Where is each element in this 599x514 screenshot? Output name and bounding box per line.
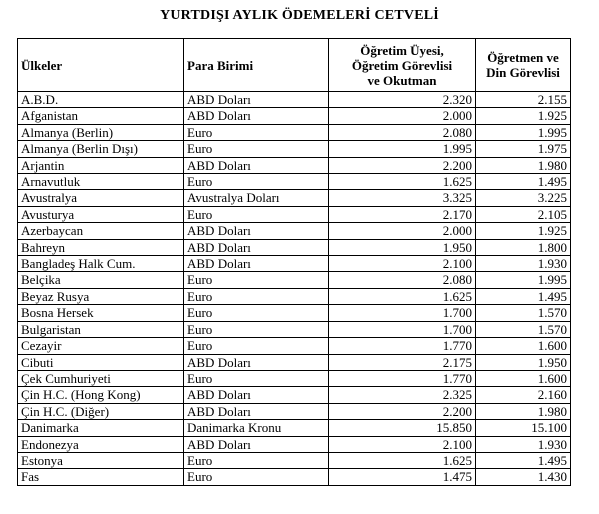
cell-teacher-amount: 1.430 [476,469,571,485]
cell-teacher-amount: 1.600 [476,338,571,354]
cell-country: Fas [18,469,184,485]
payments-table [17,38,571,486]
cell-currency: Euro [184,206,329,222]
cell-currency: ABD Doları [184,92,329,108]
cell-country: Bangladeş Halk Cum. [18,256,184,272]
cell-country: Arnavutluk [18,174,184,190]
cell-teacher-amount: 1.930 [476,256,571,272]
cell-faculty-amount: 2.000 [329,108,476,124]
cell-faculty-amount: 1.770 [329,370,476,386]
cell-faculty-amount: 2.325 [329,387,476,403]
cell-teacher-amount: 1.980 [476,403,571,419]
table-row [18,452,571,468]
cell-country: Cibuti [18,354,184,370]
cell-faculty-amount: 2.200 [329,157,476,173]
table-row [18,387,571,403]
column-header-teacher [476,39,571,92]
cell-faculty-amount: 2.100 [329,436,476,452]
cell-teacher-amount: 1.600 [476,370,571,386]
cell-faculty-amount: 2.170 [329,206,476,222]
cell-country: Avusturya [18,206,184,222]
table-row [18,256,571,272]
table-row [18,370,571,386]
cell-country: Çin H.C. (Diğer) [18,403,184,419]
cell-teacher-amount: 1.925 [476,108,571,124]
cell-teacher-amount: 3.225 [476,190,571,206]
cell-currency: Euro [184,288,329,304]
cell-teacher-amount: 15.100 [476,420,571,436]
table-body [18,92,571,486]
cell-country: Cezayir [18,338,184,354]
cell-country: Endonezya [18,436,184,452]
cell-faculty-amount: 2.200 [329,403,476,419]
table-row [18,354,571,370]
cell-faculty-amount: 2.320 [329,92,476,108]
table-row [18,403,571,419]
cell-country: Almanya (Berlin Dışı) [18,141,184,157]
cell-country: Bosna Hersek [18,305,184,321]
cell-teacher-amount: 1.570 [476,321,571,337]
cell-currency: Euro [184,469,329,485]
cell-teacher-amount: 1.495 [476,452,571,468]
column-header-currency: Para Birimi [184,39,329,92]
cell-faculty-amount: 1.625 [329,288,476,304]
cell-faculty-amount: 1.995 [329,141,476,157]
cell-teacher-amount: 1.925 [476,223,571,239]
cell-country: Belçika [18,272,184,288]
cell-currency: ABD Doları [184,157,329,173]
page-title: YURTDIŞI AYLIK ÖDEMELERİ CETVELİ [160,8,439,23]
cell-currency: Euro [184,305,329,321]
table-row [18,141,571,157]
column-header-teacher-line2: Din Görevlisi [486,65,560,80]
cell-country: Danimarka [18,420,184,436]
table-row [18,288,571,304]
cell-teacher-amount: 1.930 [476,436,571,452]
cell-faculty-amount: 3.325 [329,190,476,206]
cell-currency: ABD Doları [184,387,329,403]
cell-country: Azerbaycan [18,223,184,239]
cell-currency: ABD Doları [184,256,329,272]
cell-faculty-amount: 1.625 [329,174,476,190]
cell-teacher-amount: 1.570 [476,305,571,321]
cell-faculty-amount: 1.950 [329,239,476,255]
cell-country: Bulgaristan [18,321,184,337]
cell-currency: ABD Doları [184,354,329,370]
table-row [18,321,571,337]
cell-currency: Euro [184,141,329,157]
table-row [18,338,571,354]
cell-teacher-amount: 2.160 [476,387,571,403]
cell-country: Afganistan [18,108,184,124]
table-row [18,469,571,485]
cell-country: Çek Cumhuriyeti [18,370,184,386]
table-row [18,206,571,222]
cell-teacher-amount: 1.995 [476,272,571,288]
table-row [18,420,571,436]
cell-currency: ABD Doları [184,108,329,124]
cell-currency: Danimarka Kronu [184,420,329,436]
table-row [18,92,571,108]
cell-teacher-amount: 1.495 [476,174,571,190]
cell-teacher-amount: 1.995 [476,124,571,140]
table-row [18,436,571,452]
column-header-faculty [329,39,476,92]
cell-currency: Euro [184,174,329,190]
cell-currency: Euro [184,452,329,468]
table-row [18,174,571,190]
table-row [18,272,571,288]
cell-currency: Avustralya Doları [184,190,329,206]
cell-teacher-amount: 2.105 [476,206,571,222]
cell-currency: ABD Doları [184,223,329,239]
cell-country: Beyaz Rusya [18,288,184,304]
cell-country: Arjantin [18,157,184,173]
cell-country: Estonya [18,452,184,468]
column-header-faculty-line1: Öğretim Üyesi, [360,42,444,58]
cell-currency: Euro [184,338,329,354]
table-row [18,157,571,173]
cell-country: Avustralya [18,190,184,206]
cell-currency: Euro [184,370,329,386]
table-row [18,305,571,321]
cell-faculty-amount: 2.175 [329,354,476,370]
cell-country: A.B.D. [18,92,184,108]
cell-faculty-amount: 1.625 [329,452,476,468]
cell-country: Almanya (Berlin) [18,124,184,140]
cell-currency: Euro [184,124,329,140]
cell-faculty-amount: 2.080 [329,124,476,140]
cell-faculty-amount: 2.000 [329,223,476,239]
column-header-country: Ülkeler [18,39,184,92]
cell-teacher-amount: 2.155 [476,92,571,108]
cell-faculty-amount: 2.080 [329,272,476,288]
cell-teacher-amount: 1.495 [476,288,571,304]
cell-faculty-amount: 15.850 [329,420,476,436]
cell-currency: ABD Doları [184,403,329,419]
cell-country: Bahreyn [18,239,184,255]
cell-faculty-amount: 1.475 [329,469,476,485]
cell-teacher-amount: 1.800 [476,239,571,255]
cell-faculty-amount: 1.770 [329,338,476,354]
table-header-row [18,39,571,92]
table-row [18,223,571,239]
table-row [18,124,571,140]
cell-teacher-amount: 1.950 [476,354,571,370]
table-row [18,108,571,124]
table-row [18,190,571,206]
cell-currency: ABD Doları [184,239,329,255]
column-header-faculty-line2: Öğretim Görevlisi [351,57,453,73]
cell-currency: ABD Doları [184,436,329,452]
column-header-faculty-line3: ve Okutman [367,72,437,88]
cell-currency: Euro [184,272,329,288]
cell-teacher-amount: 1.975 [476,141,571,157]
column-header-teacher-line1: Öğretmen ve [487,50,559,65]
table-row [18,239,571,255]
cell-currency: Euro [184,321,329,337]
cell-country: Çin H.C. (Hong Kong) [18,387,184,403]
cell-faculty-amount: 1.700 [329,305,476,321]
cell-faculty-amount: 2.100 [329,256,476,272]
cell-faculty-amount: 1.700 [329,321,476,337]
cell-teacher-amount: 1.980 [476,157,571,173]
